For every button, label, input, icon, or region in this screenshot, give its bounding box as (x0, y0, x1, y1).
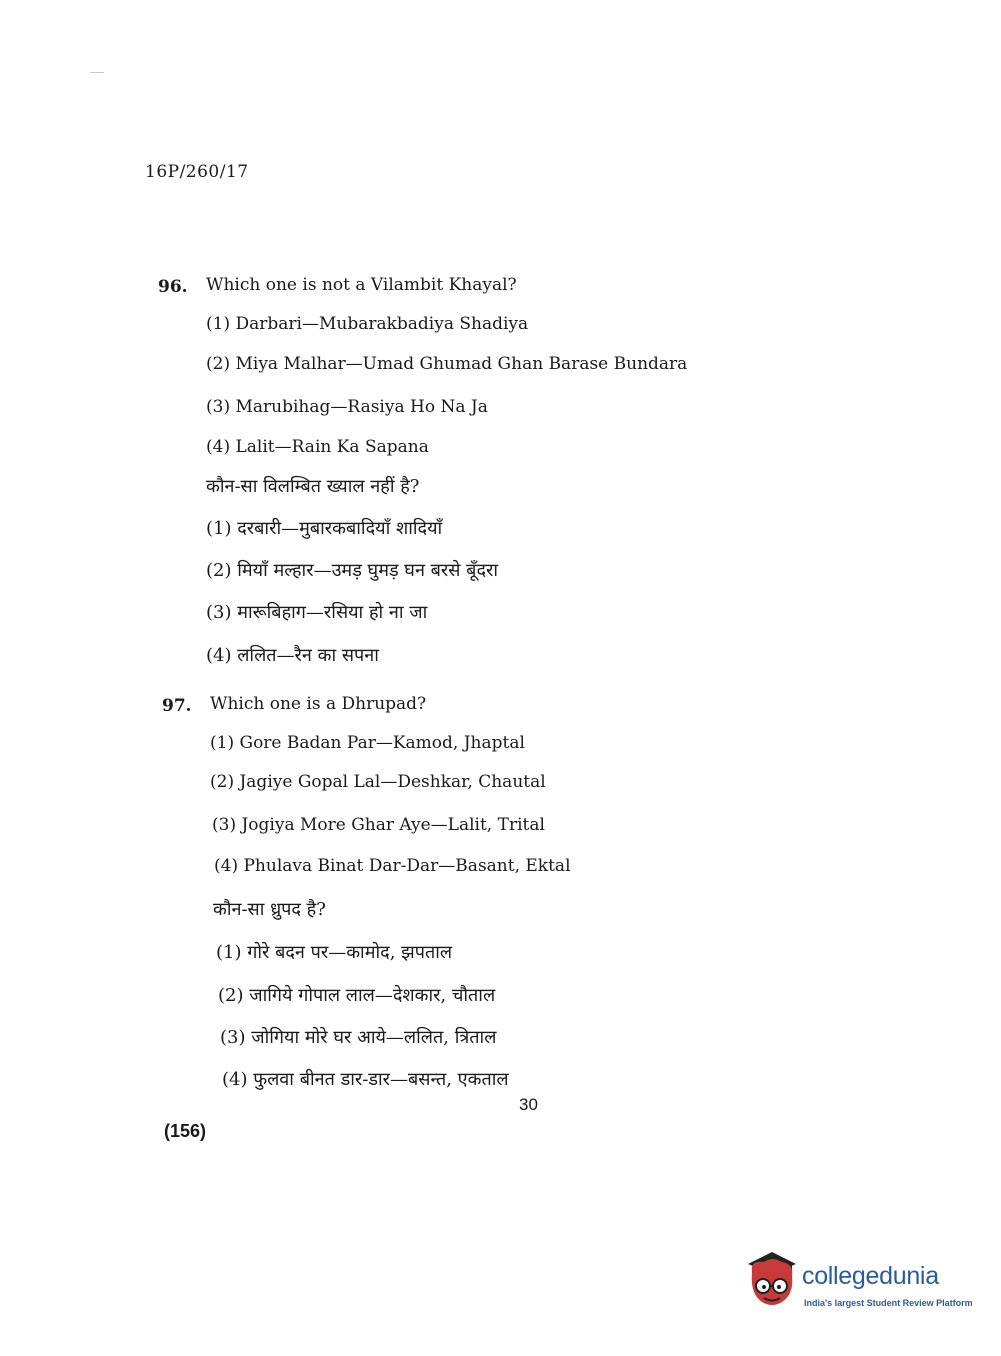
page-number: 30 (519, 1095, 538, 1114)
question-text-en: Which one is not a Vilambit Khayal? (206, 275, 517, 295)
question-text-hi: कौन-सा विलम्बित ख्याल नहीं है? (206, 476, 420, 497)
brand-name: collegedunia (802, 1262, 939, 1290)
collegedunia-logo (742, 1250, 973, 1325)
option-en: (1) Darbari—Mubarakbadiya Shadiya (206, 314, 529, 334)
option-en: (3) Marubihag—Rasiya Ho Na Ja (206, 397, 488, 417)
option-hi: (3) मारूबिहाग—रसिया हो ना जा (206, 602, 428, 623)
option-hi: (2) मियाँ मल्हार—उमड़ घुमड़ घन बरसे बूँदरा (206, 560, 499, 581)
question-text-hi: कौन-सा ध्रुपद है? (213, 899, 326, 920)
option-en: (4) Lalit—Rain Ka Sapana (206, 437, 429, 457)
option-en: (4) Phulava Binat Dar-Dar—Basant, Ektal (214, 856, 571, 876)
option-en: (2) Jagiye Gopal Lal—Deshkar, Chautal (210, 772, 546, 792)
brand-tagline: India's largest Student Review Platform (804, 1298, 973, 1308)
question-text-en: Which one is a Dhrupad? (210, 694, 427, 714)
option-hi: (1) गोरे बदन पर—कामोद, झपताल (216, 942, 453, 963)
scan-mark (90, 72, 104, 73)
option-hi: (1) दरबारी—मुबारकबादियाँ शादियाँ (206, 518, 443, 539)
option-hi: (3) जोगिया मोरे घर आये—ललित, त्रिताल (220, 1027, 497, 1048)
option-hi: (2) जागिये गोपाल लाल—देशकार, चौताल (218, 985, 496, 1006)
option-en: (1) Gore Badan Par—Kamod, Jhaptal (210, 733, 525, 753)
paper-code: 16P/260/17 (145, 162, 249, 182)
option-hi: (4) ललित—रैन का सपना (206, 645, 379, 666)
question-number: 96. (158, 277, 188, 297)
mascot-icon (742, 1250, 800, 1314)
question-number: 97. (162, 696, 192, 716)
question-count: (156) (164, 1121, 207, 1141)
option-hi: (4) फुलवा बीनत डार-डार—बसन्त, एकताल (222, 1069, 509, 1090)
option-en: (2) Miya Malhar—Umad Ghumad Ghan Barase Bundara (206, 354, 688, 374)
option-en: (3) Jogiya More Ghar Aye—Lalit, Trital (212, 815, 545, 835)
